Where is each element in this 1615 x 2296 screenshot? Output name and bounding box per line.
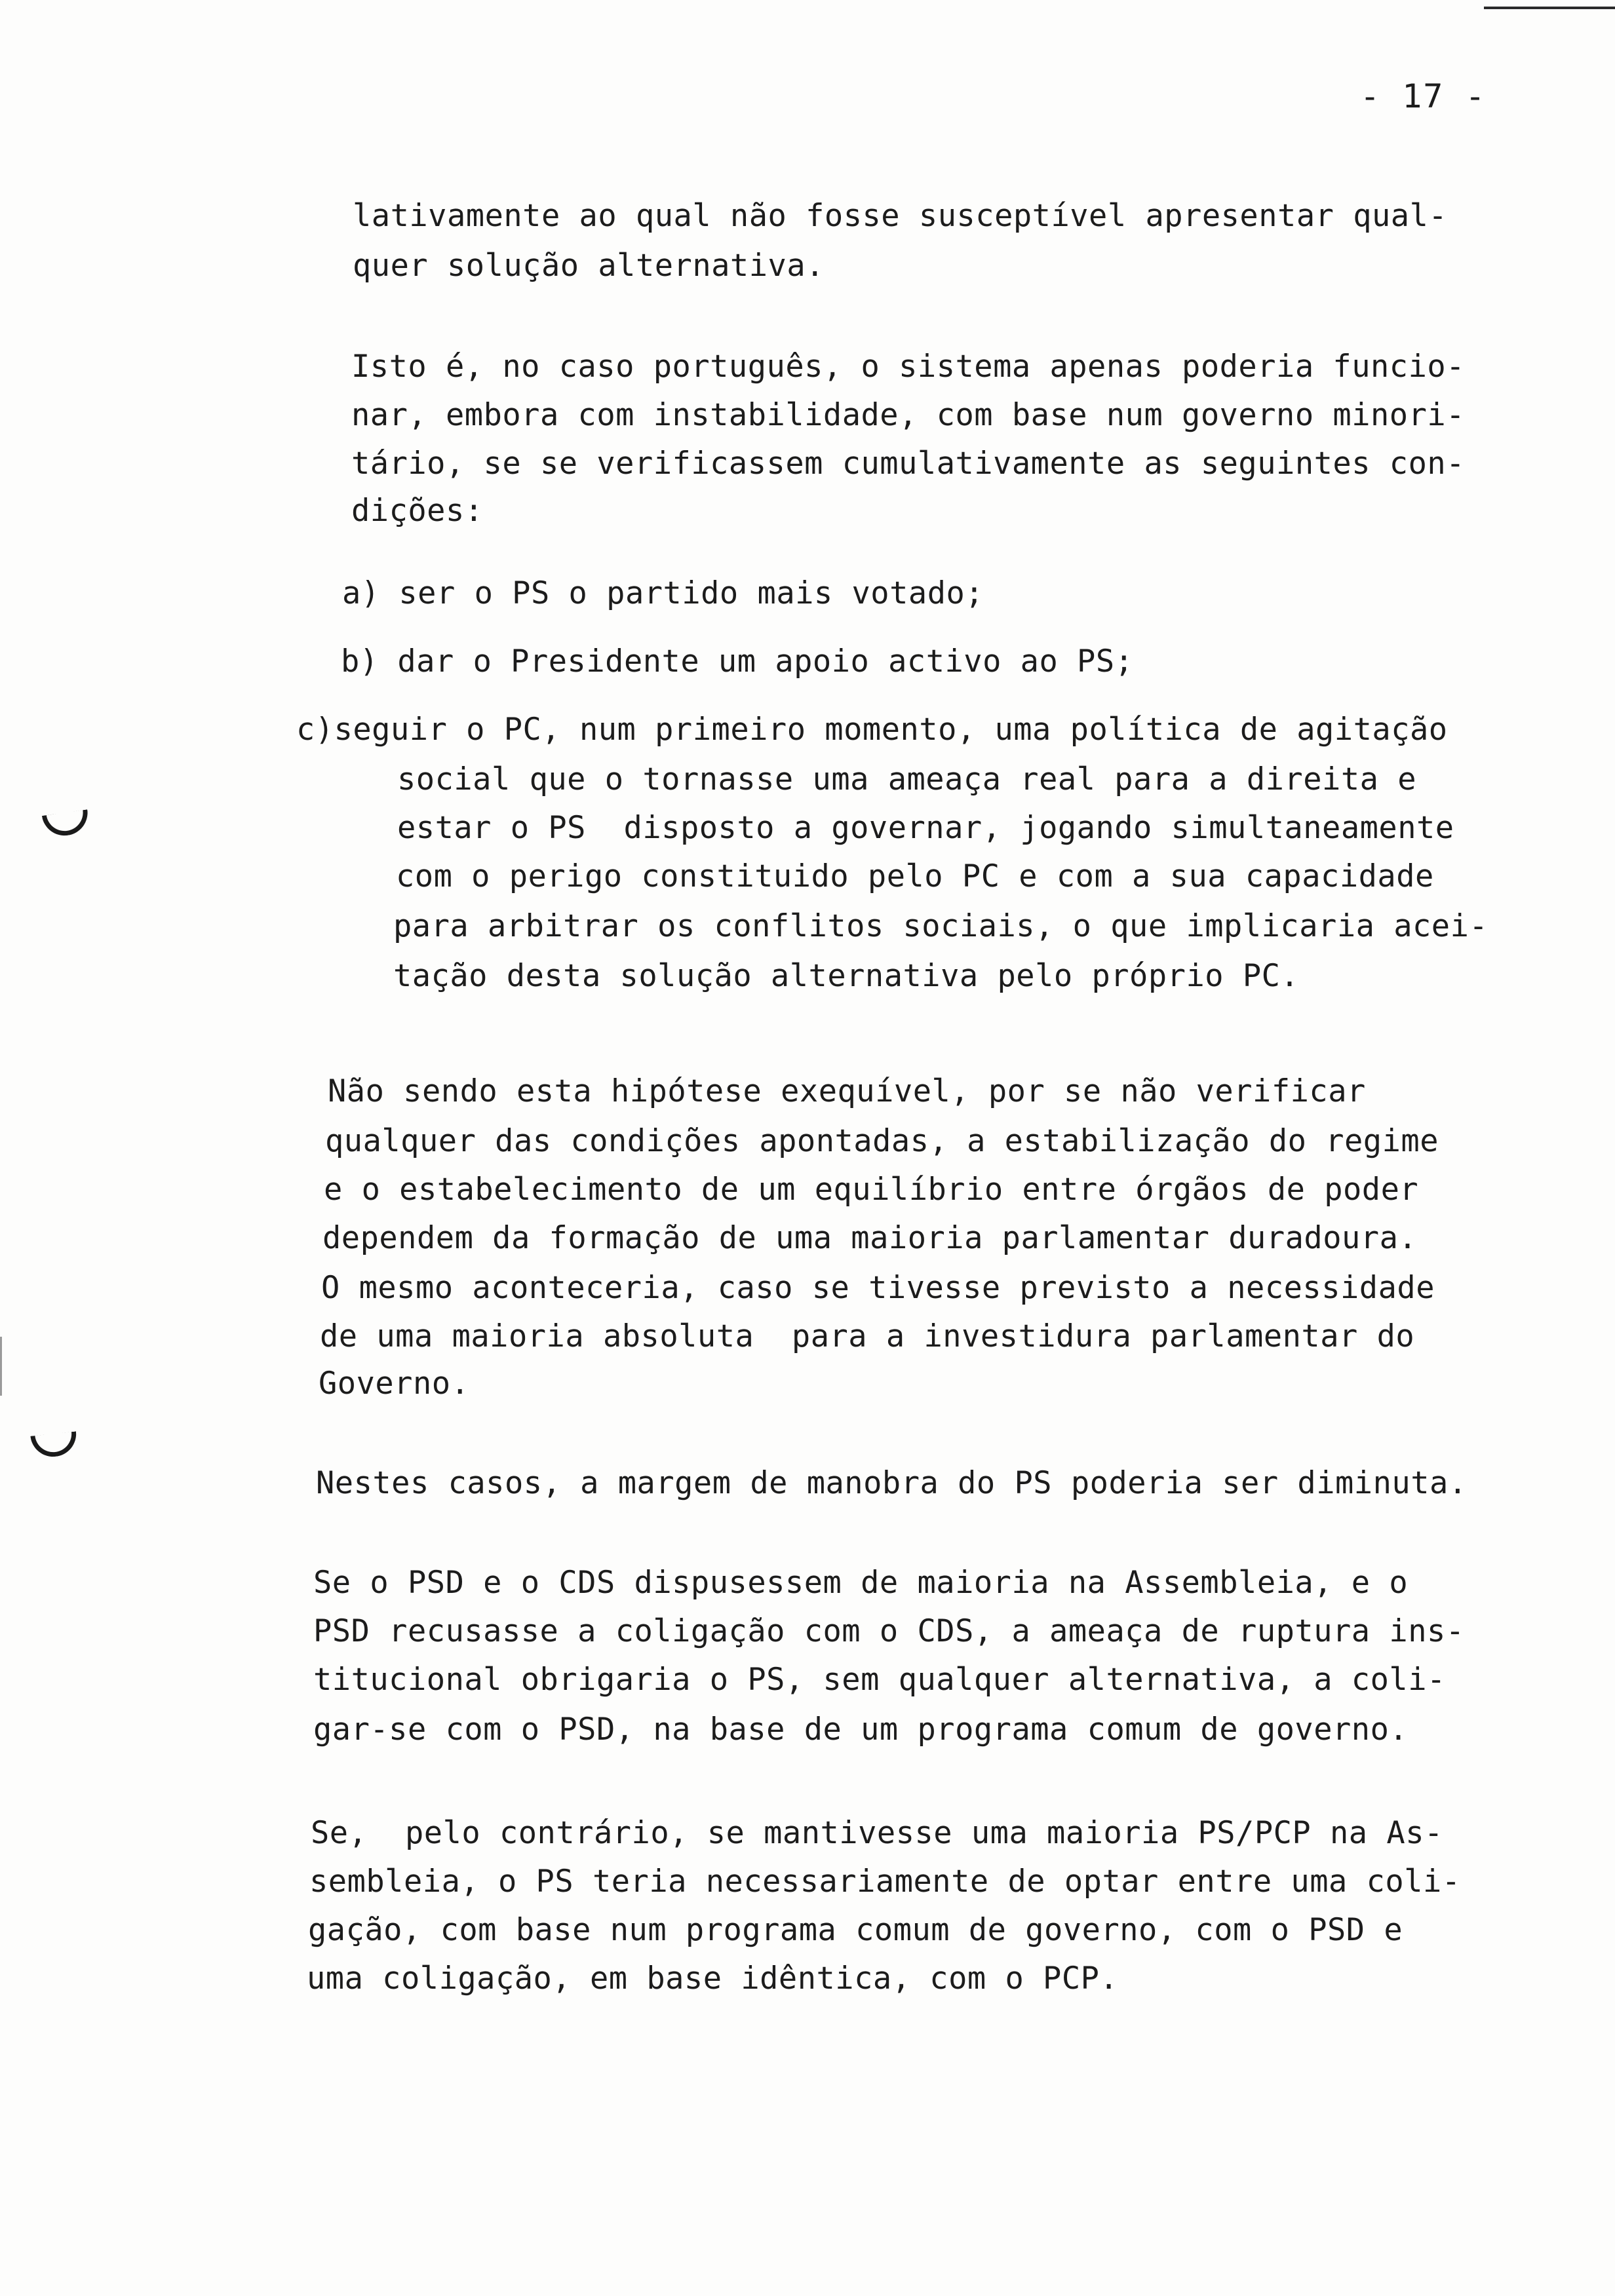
text-line: com o perigo constituido pelo PC e com a sua capacidade (396, 858, 1434, 894)
text-line: Se, pelo contrário, se mantivesse uma maioria PS/PCP na As- (311, 1815, 1443, 1851)
text-line: qualquer das condições apontadas, a estabilização do regime (325, 1123, 1439, 1159)
text-line: gação, com base num programa comum de governo, com o PSD e (308, 1912, 1403, 1948)
punch-hole-mark (30, 1431, 78, 1459)
text-line: dependem da formação de uma maioria parlamentar duradoura. (322, 1220, 1418, 1256)
text-line: para arbitrar os conflitos sociais, o que implicaria acei- (393, 908, 1489, 944)
list-item-a: a) ser o PS o partido mais votado; (342, 575, 984, 611)
text-line: e o estabelecimento de um equilíbrio entre órgãos de poder (324, 1172, 1419, 1208)
punch-hole-mark (42, 809, 90, 838)
text-line: nar, embora com instabilidade, com base num governo minori- (351, 397, 1465, 433)
text-line: tação desta solução alternativa pelo próprio PC. (393, 958, 1300, 994)
page-number: - 17 - (1360, 77, 1487, 115)
text-line: O mesmo aconteceria, caso se tivesse previsto a necessidade (321, 1270, 1435, 1306)
text-line: Nestes casos, a margem de manobra do PS poderia ser diminuta. (316, 1465, 1468, 1501)
text-line: Não sendo esta hipótese exequível, por se não verificar (328, 1073, 1366, 1109)
text-line: quer solução alternativa. (353, 248, 825, 284)
text-line: estar o PS disposto a governar, jogando simultaneamente (397, 810, 1454, 846)
text-line: Se o PSD e o CDS dispusessem de maioria na Assembleia, e o (313, 1565, 1409, 1601)
text-line: tário, se se verificassem cumulativamente as seguintes con- (351, 446, 1465, 482)
scan-edge-mark (1484, 7, 1615, 9)
list-item-b: b) dar o Presidente um apoio activo ao PS; (341, 643, 1134, 679)
text-line: PSD recusasse a coligação com o CDS, a ameaça de ruptura ins- (313, 1613, 1465, 1649)
text-line: gar-se com o PSD, na base de um programa comum de governo. (313, 1712, 1409, 1748)
text-line: Isto é, no caso português, o sistema apenas poderia funcio- (351, 349, 1465, 385)
text-line: titucional obrigaria o PS, sem qualquer alternativa, a coli- (313, 1662, 1446, 1698)
text-line: social que o tornasse uma ameaça real para a direita e (397, 761, 1417, 797)
text-line: dições: (351, 493, 484, 529)
text-line: sembleia, o PS teria necessariamente de optar entre uma coli- (309, 1864, 1461, 1900)
list-item-c: c)seguir o PC, num primeiro momento, uma política de agitação (296, 712, 1448, 748)
text-line: de uma maioria absoluta para a investidura parlamentar do (320, 1318, 1415, 1354)
text-line: lativamente ao qual não fosse susceptível apresentar qual- (353, 198, 1448, 234)
margin-mark (0, 1337, 2, 1396)
text-line: Governo. (319, 1366, 470, 1402)
text-line: uma coligação, em base idêntica, com o PCP. (307, 1961, 1119, 1997)
